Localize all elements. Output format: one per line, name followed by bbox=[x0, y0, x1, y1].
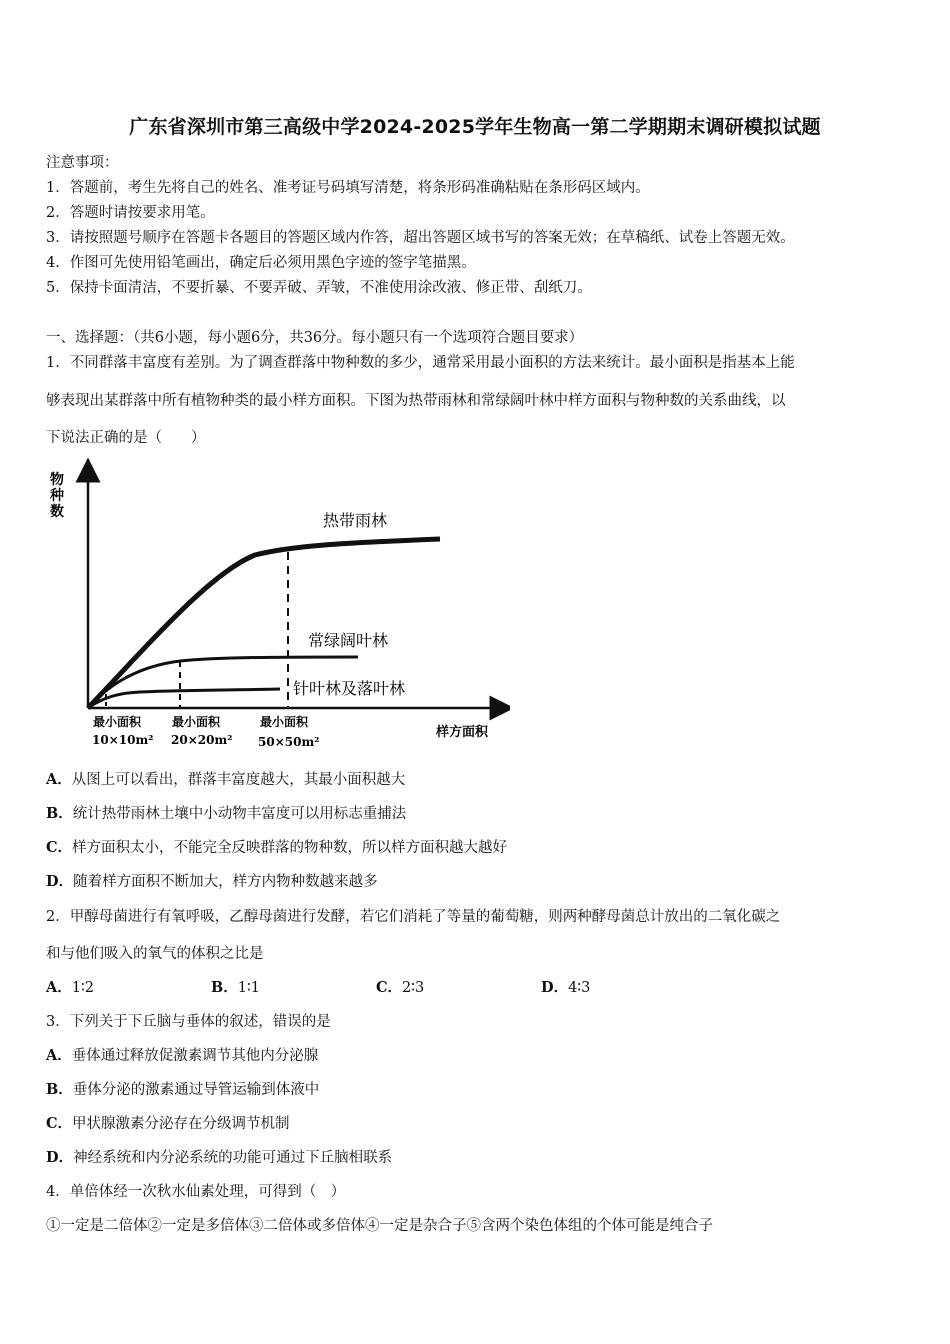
tick-label-1-top: 最小面积 bbox=[93, 715, 142, 729]
q1-stem-line-3: 下说法正确的是（ ） bbox=[46, 430, 206, 446]
option-label: B． bbox=[46, 805, 73, 822]
tick-label-2-bottom: 20×20m² bbox=[171, 733, 233, 747]
option-label: C． bbox=[46, 1115, 73, 1132]
q1-option-b[interactable] bbox=[46, 802, 406, 823]
option-text: 垂体分泌的激素通过导管运输到体液中 bbox=[72, 1082, 320, 1098]
section-heading: 一、选择题：（共6小题，每小题6分，共36分。每小题只有一个选项符合题目要求） bbox=[46, 330, 584, 346]
curve-label-evergreen: 常绿阔叶林 bbox=[308, 631, 389, 650]
q1-option-a[interactable] bbox=[46, 768, 405, 789]
curve-label-conifer: 针叶林及落叶林 bbox=[293, 679, 406, 698]
q3-option-a[interactable] bbox=[46, 1044, 318, 1065]
y-axis-label-char-3: 数 bbox=[50, 504, 64, 520]
q1-stem-line-2: 够表现出某群落中所有植物种类的最小样方面积。下图为热带雨林和常绿阔叶林中样方面积与物种数的关系曲线，以 bbox=[46, 393, 786, 409]
q2-option-c[interactable] bbox=[376, 976, 541, 997]
option-label: A． bbox=[46, 771, 72, 788]
tick-label-3-top: 最小面积 bbox=[260, 715, 309, 729]
q2-options bbox=[46, 976, 590, 997]
y-axis-label-char-2: 种 bbox=[50, 488, 64, 504]
notice-item-4: 4．作图可先使用铅笔画出，确定后必须用黑色字迹的签字笔描黑。 bbox=[46, 255, 476, 271]
q1-option-c[interactable] bbox=[46, 836, 507, 857]
option-text: 1∶1 bbox=[237, 980, 260, 996]
q3-option-c[interactable] bbox=[46, 1112, 290, 1133]
option-label: B． bbox=[46, 1081, 73, 1098]
q2-stem-line-2: 和与他们吸入的氧气的体积之比是 bbox=[46, 946, 264, 962]
exam-title: 广东省深圳市第三高级中学2024-2025学年生物高一第二学期期末调研模拟试题 bbox=[129, 116, 821, 138]
q3-option-d[interactable] bbox=[46, 1146, 392, 1167]
option-label: C． bbox=[46, 839, 73, 856]
q1-figure bbox=[40, 458, 510, 754]
option-label: A． bbox=[46, 979, 72, 996]
option-text: 神经系统和内分泌系统的功能可通过下丘脑相联系 bbox=[73, 1150, 393, 1166]
notice-heading: 注意事项： bbox=[46, 155, 119, 171]
tick-label-3-bottom: 50×50m² bbox=[258, 735, 320, 749]
notice-item-3: 3．请按照题号顺序在答题卡各题目的答题区域内作答，超出答题区域书写的答案无效；在草稿纸、试卷上答题无效。 bbox=[46, 230, 795, 246]
option-label: D． bbox=[46, 873, 74, 890]
q1-stem-line-1: 1．不同群落丰富度有差别。为了调查群落中物种数的多少，通常采用最小面积的方法来统计。最小面积是指基本上能 bbox=[46, 355, 795, 371]
notice-item-5: 5．保持卡面清洁，不要折暴、不要弄破、弄皱，不准使用涂改液、修正带、刮纸刀。 bbox=[46, 280, 592, 296]
option-label: D． bbox=[46, 1149, 74, 1166]
q2-option-b[interactable] bbox=[211, 976, 376, 997]
option-text: 样方面积太小，不能完全反映群落的物种数，所以样方面积越大越好 bbox=[72, 840, 508, 856]
curve-conifer-deciduous bbox=[88, 689, 280, 708]
x-axis-label: 样方面积 bbox=[436, 725, 489, 740]
q2-option-d[interactable] bbox=[541, 976, 590, 997]
option-text: 1∶2 bbox=[71, 980, 94, 996]
q4-choices: ①一定是二倍体②一定是多倍体③二倍体或多倍体④一定是杂合子⑤含两个染色体组的个体可能是纯合子 bbox=[46, 1218, 713, 1234]
q2-option-a[interactable] bbox=[46, 976, 211, 997]
option-label: A． bbox=[46, 1047, 72, 1064]
notice-item-1: 1．答题前，考生先将自己的姓名、准考证号码填写清楚，将条形码准确粘贴在条形码区域内。 bbox=[46, 180, 650, 196]
option-text: 甲状腺激素分泌存在分级调节机制 bbox=[72, 1116, 290, 1132]
curve-label-tropical: 热带雨林 bbox=[323, 511, 388, 530]
option-text: 2∶3 bbox=[402, 980, 425, 996]
notice-item-2: 2．答题时请按要求用笔。 bbox=[46, 205, 215, 221]
option-text: 垂体通过释放促激素调节其他内分泌腺 bbox=[71, 1048, 319, 1064]
q4-stem: 4．单倍体经一次秋水仙素处理，可得到（ ） bbox=[46, 1184, 346, 1200]
option-label: B． bbox=[211, 979, 238, 996]
option-text: 4∶3 bbox=[568, 980, 591, 996]
option-label: C． bbox=[376, 979, 403, 996]
q2-stem-line-1: 2．甲醇母菌进行有氧呼吸，乙醇母菌进行发酵，若它们消耗了等量的葡萄糖，则两种酵母菌总计放出的二氧化碳之 bbox=[46, 909, 781, 925]
option-text: 随着样方面积不断加大，样方内物种数越来越多 bbox=[73, 874, 378, 890]
q3-option-b[interactable] bbox=[46, 1078, 319, 1099]
q1-option-d[interactable] bbox=[46, 870, 378, 891]
option-text: 统计热带雨林土壤中小动物丰富度可以用标志重捕法 bbox=[72, 806, 407, 822]
tick-label-1-bottom: 10×10m² bbox=[92, 733, 154, 747]
tick-label-2-top: 最小面积 bbox=[172, 715, 221, 729]
option-label: D． bbox=[541, 979, 569, 996]
q3-stem: 3．下列关于下丘脑与垂体的叙述，错误的是 bbox=[46, 1014, 331, 1030]
y-axis-label-char-1: 物 bbox=[50, 472, 64, 488]
option-text: 从图上可以看出，群落丰富度越大，其最小面积越大 bbox=[71, 772, 406, 788]
